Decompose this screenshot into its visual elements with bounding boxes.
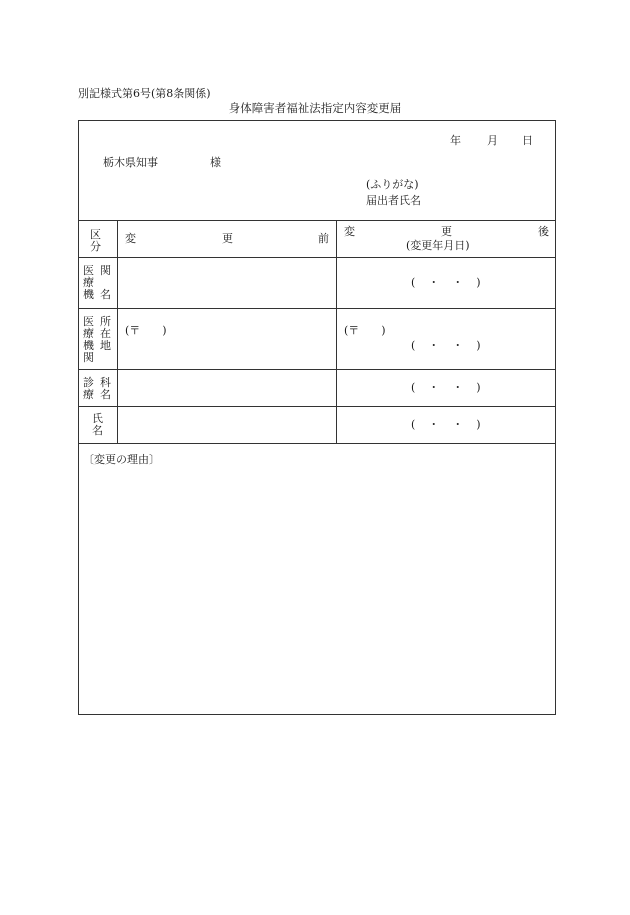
- row2-postal-before: (〒 ): [125, 324, 167, 337]
- row-line-3: [78, 369, 556, 370]
- row2-label-col1: 医 療 機 関: [83, 315, 94, 364]
- row2-date: ( ・ ・ ): [411, 339, 482, 352]
- row2-postal-after: (〒 ): [344, 324, 386, 337]
- applicant-name-label: 届出者氏名: [366, 194, 421, 207]
- date-year: 年: [450, 134, 461, 147]
- row3-label-col1: 診 療: [83, 376, 94, 401]
- date-month: 月: [487, 134, 498, 147]
- col-line-1: [117, 220, 118, 443]
- header-after-2: 更: [441, 225, 452, 238]
- row3-label-col2: 科 名: [100, 376, 111, 401]
- row1-date: ( ・ ・ ): [411, 276, 482, 289]
- form-title: 身体障害者福祉法指定内容変更届: [228, 101, 402, 115]
- col-line-2: [336, 220, 337, 443]
- furigana-label: (ふりがな): [366, 178, 419, 191]
- header-before-2: 更: [222, 232, 233, 245]
- honorific: 様: [210, 156, 221, 169]
- form-frame: [78, 120, 556, 715]
- row4-date: ( ・ ・ ): [411, 418, 482, 431]
- table-top-line: [78, 220, 556, 221]
- header-after-3: 後: [538, 225, 549, 238]
- reason-label: 〔変更の理由〕: [83, 453, 160, 466]
- row-line-4: [78, 406, 556, 407]
- row2-label-col2: 所 在 地: [100, 315, 111, 352]
- row-line-1: [78, 257, 556, 258]
- row4-label: 氏 名: [92, 412, 103, 437]
- row3-date: ( ・ ・ ): [411, 381, 482, 394]
- date-day: 日: [522, 134, 533, 147]
- header-before-3: 前: [318, 232, 329, 245]
- header-before-1: 変: [125, 232, 136, 245]
- row-line-2: [78, 308, 556, 309]
- form-reference: 別記様式第6号(第8条関係): [78, 87, 211, 100]
- addressee: 栃木県知事: [103, 156, 158, 169]
- header-after-1: 変: [344, 225, 355, 238]
- header-category: 区 分: [90, 228, 101, 253]
- row1-label-col1: 医 療 機: [83, 264, 94, 301]
- header-after-sub: (変更年月日): [406, 239, 470, 252]
- table-bottom-line: [78, 443, 556, 444]
- row1-label-col2: 関 名: [100, 264, 111, 301]
